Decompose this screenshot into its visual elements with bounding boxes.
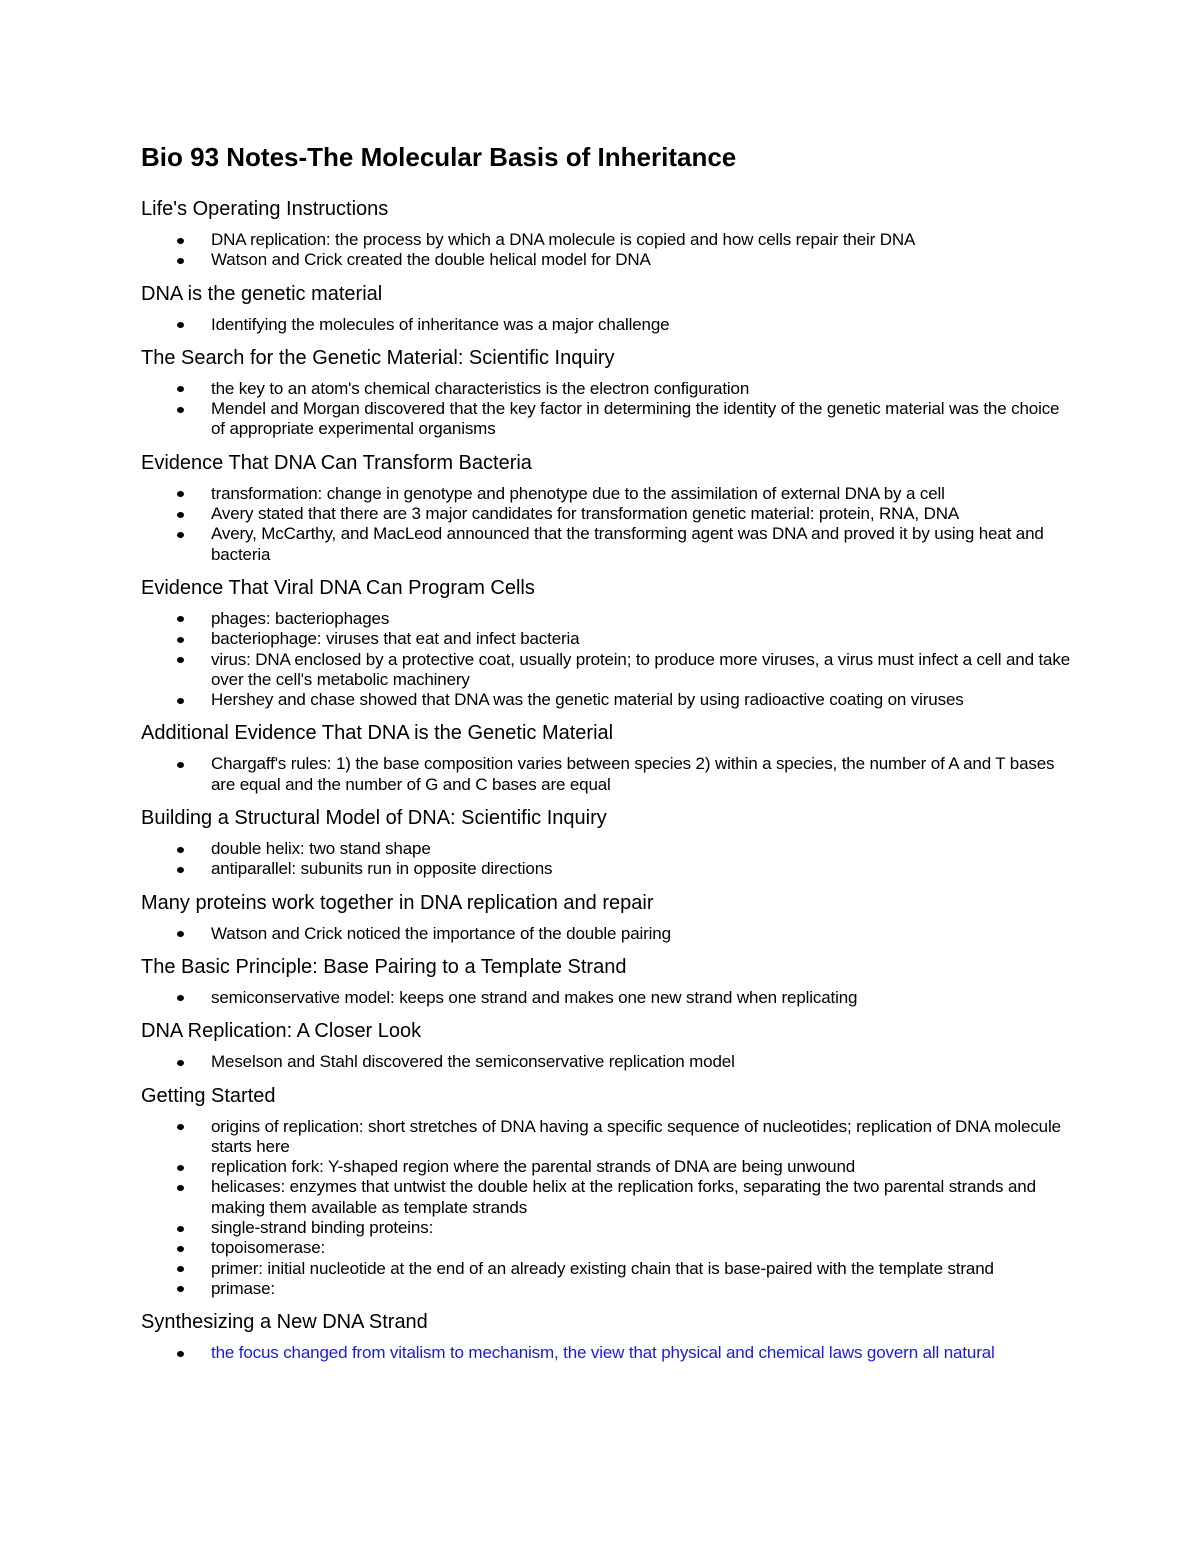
section-heading: The Basic Principle: Base Pairing to a Template Strand — [141, 955, 627, 978]
list-item — [141, 1279, 1071, 1299]
list-item-text: semiconservative model: keeps one strand and makes one new strand when replicating — [211, 987, 858, 1007]
bullet-dot-icon — [177, 1286, 184, 1292]
section-heading: The Search for the Genetic Material: Scientific Inquiry — [141, 346, 615, 369]
list-item — [141, 609, 1071, 629]
bullet-list — [141, 988, 1071, 1008]
bullet-list — [141, 484, 1071, 565]
list-item — [141, 1218, 1071, 1238]
bullet-dot-icon — [177, 491, 184, 497]
bullet-list — [141, 924, 1071, 944]
list-item — [141, 1343, 1071, 1363]
section-heading: Building a Structural Model of DNA: Scientific Inquiry — [141, 807, 607, 830]
bullet-list — [141, 230, 1071, 271]
list-item — [141, 839, 1071, 859]
list-item-text: Mendel and Morgan discovered that the key factor in determining the identity of the genetic material was the choice of appropriate experimental organisms — [211, 399, 1060, 439]
bullet-dot-icon — [177, 1246, 184, 1252]
bullet-dot-icon — [177, 1060, 184, 1066]
document-title: Bio 93 Notes-The Molecular Basis of Inheritance — [141, 142, 737, 172]
bullet-dot-icon — [177, 258, 184, 264]
list-item — [141, 1259, 1071, 1279]
list-item — [141, 988, 1071, 1008]
section-heading: Getting Started — [141, 1084, 276, 1107]
list-item — [141, 1117, 1071, 1158]
bullet-dot-icon — [177, 657, 184, 663]
bullet-dot-icon — [177, 532, 184, 538]
list-item-text: Hershey and chase showed that DNA was the genetic material by using radioactive coating on viruses — [211, 690, 964, 710]
list-item-text: Watson and Crick noticed the importance of the double pairing — [211, 923, 671, 943]
bullet-dot-icon — [177, 407, 184, 413]
list-item — [141, 754, 1071, 795]
section-heading: Additional Evidence That DNA is the Genetic Material — [141, 722, 614, 745]
bullet-list — [141, 379, 1071, 440]
bullet-dot-icon — [177, 1124, 184, 1130]
bullet-dot-icon — [177, 867, 184, 873]
list-item-text: helicases: enzymes that untwist the double helix at the replication forks, separating the two parental strands and making them available as template strands — [211, 1177, 1036, 1217]
section-heading: Evidence That Viral DNA Can Program Cells — [141, 576, 535, 599]
list-item-text: the key to an atom's chemical characteristics is the electron configuration — [211, 378, 750, 398]
section-heading: Life's Operating Instructions — [141, 198, 389, 220]
list-item-text: topoisomerase: — [211, 1238, 326, 1258]
list-item-text: DNA replication: the process by which a DNA molecule is copied and how cells repair their DNA — [211, 230, 916, 249]
bullet-list — [141, 1117, 1071, 1300]
list-item-text: Avery stated that there are 3 major candidates for transformation genetic material: protein, RNA, DNA — [211, 504, 960, 524]
section-heading: Many proteins work together in DNA replication and repair — [141, 891, 654, 914]
bullet-dot-icon — [177, 616, 184, 622]
list-item-text: origins of replication: short stretches of DNA having a specific sequence of nucleotides; replication of DNA molecule starts here — [211, 1116, 1061, 1156]
section-heading: Evidence That DNA Can Transform Bacteria — [141, 451, 532, 474]
section-heading: DNA is the genetic material — [141, 282, 383, 305]
bullet-dot-icon — [177, 995, 184, 1001]
bullet-dot-icon — [177, 1185, 184, 1191]
list-item — [141, 315, 1071, 335]
list-item-text: antiparallel: subunits run in opposite directions — [211, 859, 553, 879]
list-item — [141, 629, 1071, 649]
list-item-text: single-strand binding proteins: — [211, 1218, 434, 1238]
bullet-dot-icon — [177, 637, 184, 643]
list-item-text: the focus changed from vitalism to mechanism, the view that physical and chemical laws govern all natural — [211, 1343, 995, 1363]
bullet-dot-icon — [177, 1165, 184, 1171]
list-item-text: replication fork: Y-shaped region where the parental strands of DNA are being unwound — [211, 1157, 856, 1177]
list-item-text: Watson and Crick created the double helical model for DNA — [211, 250, 651, 270]
list-item-text: Meselson and Stahl discovered the semiconservative replication model — [211, 1052, 735, 1072]
bullet-list — [141, 1343, 1071, 1363]
list-item — [141, 524, 1071, 565]
list-item-text: Avery, McCarthy, and MacLeod announced that the transforming agent was DNA and proved it by using heat and bacteria — [211, 524, 1044, 564]
list-item — [141, 1238, 1071, 1258]
section-heading: DNA Replication: A Closer Look — [141, 1020, 422, 1043]
list-item — [141, 1177, 1071, 1218]
bullet-dot-icon — [177, 1226, 184, 1232]
bullet-dot-icon — [177, 238, 184, 244]
list-item — [141, 250, 1071, 270]
list-item — [141, 1052, 1071, 1072]
bullet-dot-icon — [177, 762, 184, 768]
list-item-text: Identifying the molecules of inheritance was a major challenge — [211, 314, 670, 334]
bullet-dot-icon — [177, 1266, 184, 1272]
list-item-text: transformation: change in genotype and phenotype due to the assimilation of external DNA by a cell — [211, 483, 945, 503]
list-item — [141, 650, 1071, 691]
list-item-text: double helix: two stand shape — [211, 839, 431, 859]
list-item-text: primase: — [211, 1278, 275, 1298]
list-item-text: virus: DNA enclosed by a protective coat, usually protein; to produce more viruses, a virus must infect a cell and take over the cell's metabolic machinery — [211, 649, 1071, 689]
bullet-list — [141, 1052, 1071, 1072]
list-item-text: Chargaff's rules: 1) the base composition varies between species 2) within a species, the number of A and T bases are equal and the number of G and C bases are equal — [211, 754, 1055, 794]
bullet-dot-icon — [177, 386, 184, 392]
bullet-dot-icon — [177, 512, 184, 518]
bullet-list — [141, 754, 1071, 795]
document-sections — [141, 196, 1071, 1364]
list-item — [141, 379, 1071, 399]
list-item — [141, 484, 1071, 504]
bullet-dot-icon — [177, 1351, 184, 1357]
list-item — [141, 690, 1071, 710]
list-item — [141, 399, 1071, 440]
bullet-dot-icon — [177, 931, 184, 937]
list-item-text: primer: initial nucleotide at the end of an already existing chain that is base-paired with the template strand — [211, 1258, 994, 1278]
list-item-text: phages: bacteriophages — [211, 608, 390, 628]
list-item — [141, 1157, 1071, 1177]
list-item — [141, 924, 1071, 944]
bullet-dot-icon — [177, 847, 184, 853]
list-item — [141, 230, 1071, 250]
bullet-list — [141, 839, 1071, 880]
section-heading: Synthesizing a New DNA Strand — [141, 1311, 428, 1334]
bullet-dot-icon — [177, 698, 184, 704]
bullet-dot-icon — [177, 322, 184, 328]
bullet-list — [141, 315, 1071, 335]
document-page — [141, 138, 1071, 1374]
bullet-list — [141, 609, 1071, 710]
list-item — [141, 859, 1071, 879]
list-item-text: bacteriophage: viruses that eat and infect bacteria — [211, 629, 580, 649]
list-item — [141, 504, 1071, 524]
